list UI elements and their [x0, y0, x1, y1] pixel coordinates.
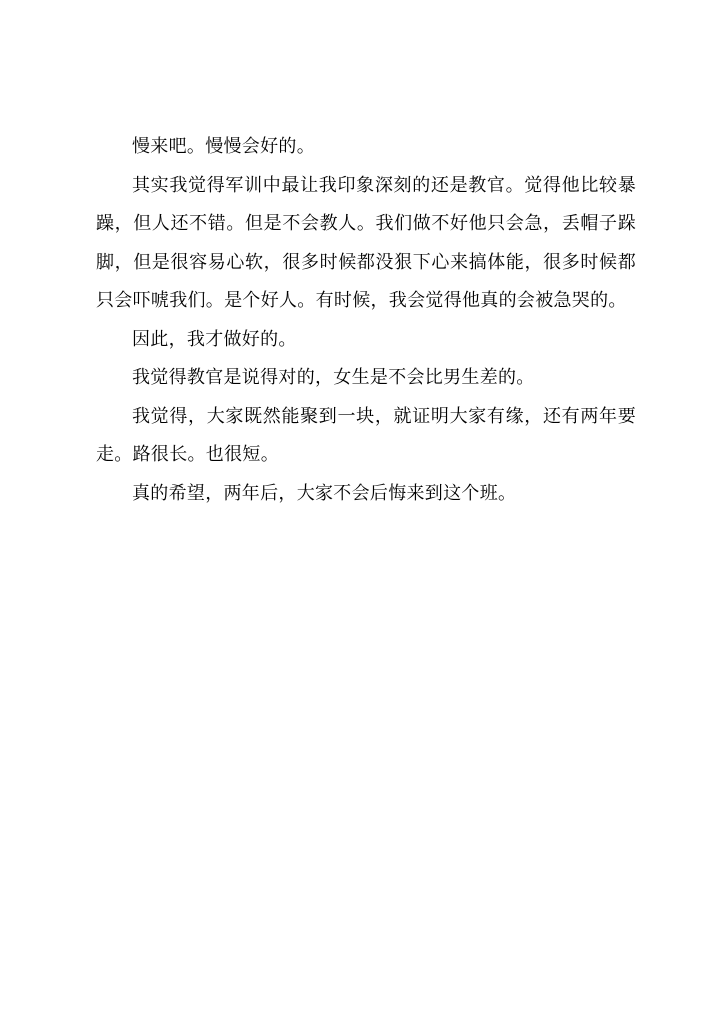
paragraph: 其实我觉得军训中最让我印象深刻的还是教官。觉得他比较暴躁，但人还不错。但是不会教人。我们做不好他只会急，丢帽子跺脚，但是很容易心软，很多时候都没狠下心来搞体能，很多时候都只会吓唬我们。是个好人。有时候，我会觉得他真的会被急哭的。	[96, 174, 636, 311]
paragraph: 慢来吧。慢慢会好的。	[132, 136, 315, 157]
document-body	[96, 128, 636, 513]
paragraph: 我觉得，大家既然能聚到一块，就证明大家有缘，还有两年要走。路很长。也很短。	[96, 405, 636, 465]
paragraph: 因此，我才做好的。	[132, 328, 297, 350]
paragraph: 真的希望，两年后，大家不会后悔来到这个班。	[132, 482, 517, 504]
paragraph: 我觉得教官是说得对的，女生是不会比男生差的。	[132, 367, 535, 388]
